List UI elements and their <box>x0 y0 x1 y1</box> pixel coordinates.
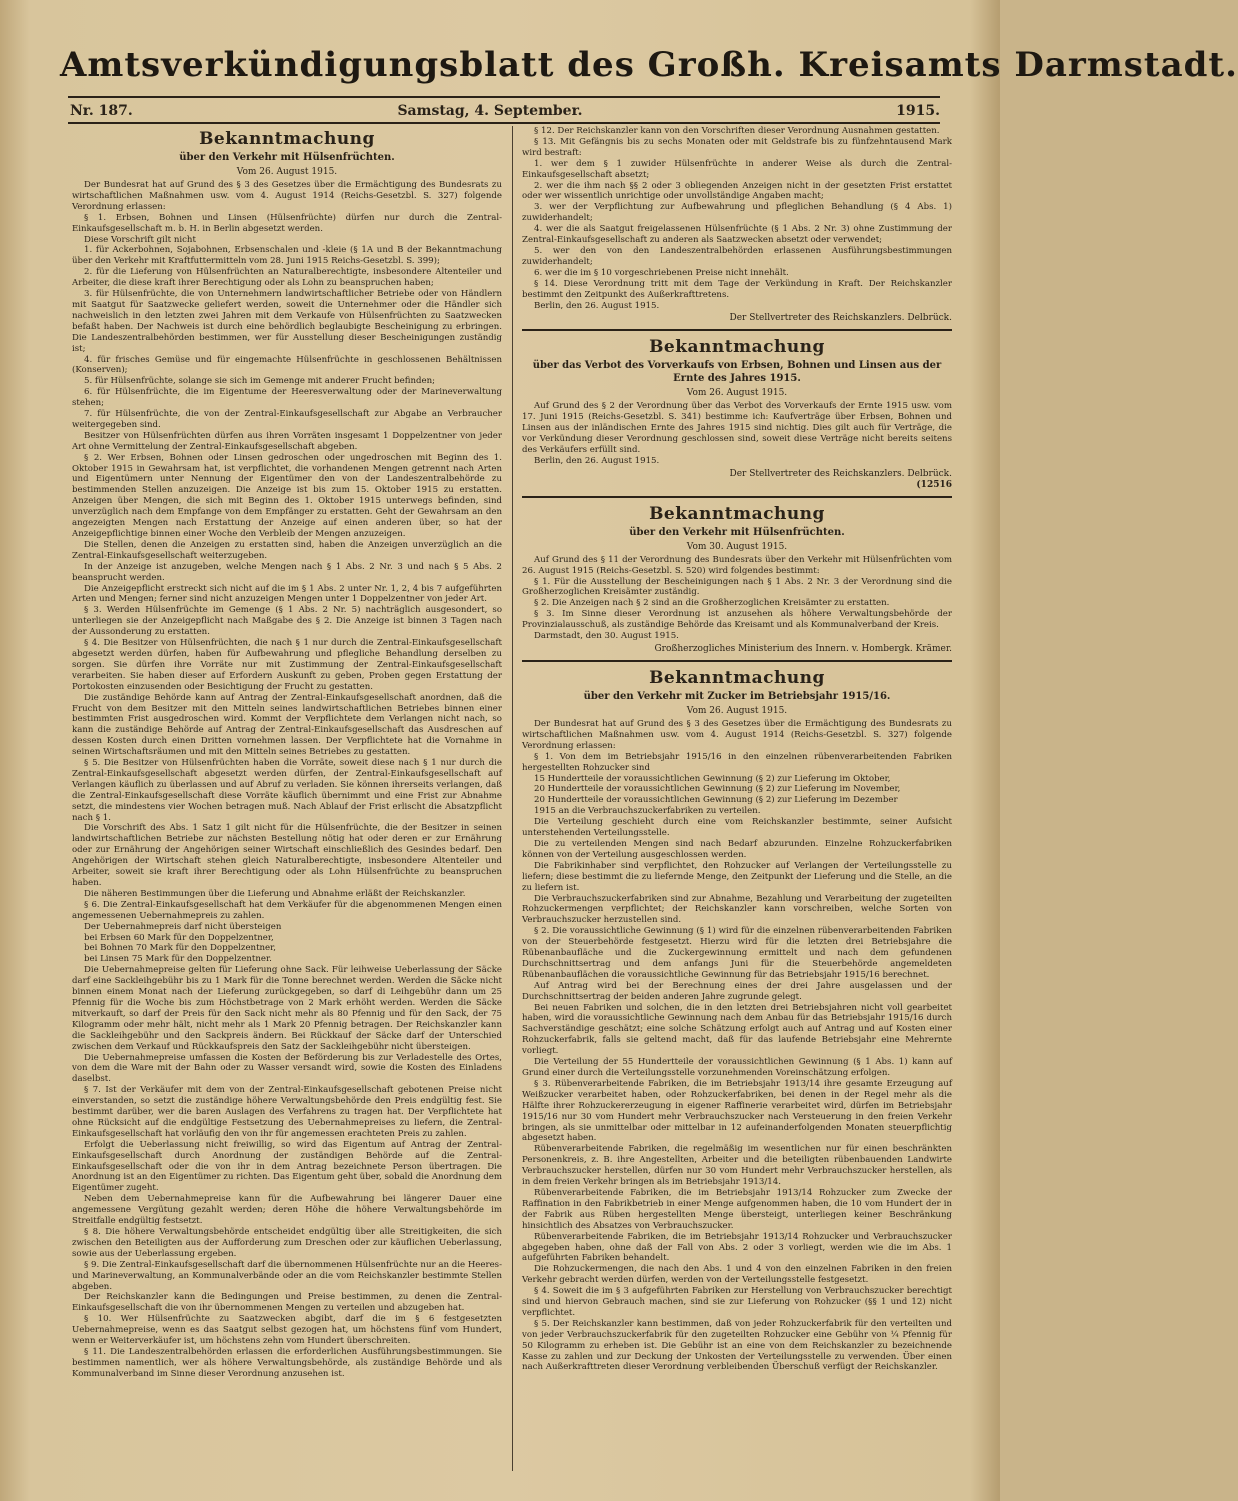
paragraph: § 14. Diese Verordnung tritt mit dem Tage der Verkündung in Kraft. Der Reichskanzler bestimmt den Zeitpunkt des Außerkrafttretens. <box>522 278 952 300</box>
paragraph: Die Rohzuckermengen, die nach den Abs. 1 und 4 von den einzelnen Fabriken in den freien Verkehr gebracht werden dürfen, werden von der Verteilungsstelle festgesetzt. <box>522 1264 952 1286</box>
paragraph: § 2. Die voraussichtliche Gewinnung (§ 1) wird für die einzelnen rübenverarbeitenden Fabriken von der Steuerbehörde festgesetzt. Hierzu wird für die letzten drei Betriebsjahre die Rübenanbaufläche und die Zuckergewinnung ermittelt und nach dem gefundenen Durchschnittsertrag und dem anfangs Juni für die Steuerbehörde angemeldeten Rübenanbauflächen die voraussichtliche Gewinnung für das Betriebsjahr 1915/16 berechnet. <box>522 926 952 980</box>
paragraph: § 12. Der Reichskanzler kann von den Vorschriften dieser Verordnung Ausnahmen gestatten. <box>534 126 940 136</box>
paragraph: Die zu verteilenden Mengen sind nach Bedarf abzurunden. Einzelne Rohzuckerfabriken können von der Verteilung ausgeschlossen werden. <box>522 838 952 860</box>
paragraph: 6. wer die im § 10 vorgeschriebenen Preise nicht innehält. <box>534 267 789 278</box>
masthead-rule-top <box>68 96 940 98</box>
paragraph: Der Bundesrat hat auf Grund des § 3 des Gesetzes über die Ermächtigung des Bundesrats zu wirtschaftlichen Maßnahmen usw. vom 4. August 1914 (Reichs-Gesetzbl. S. 327) folgende Verordnung erlassen: <box>72 180 502 212</box>
paragraph: 3. wer der Verpflichtung zur Aufbewahrung und pfleglichen Behandlung (§ 4 Abs. 1) zuwiderhandelt; <box>522 202 952 224</box>
paragraph: 3. für Hülsenfrüchte, die von Unternehmern landwirtschaftlicher Betriebe oder von Händlern mit Saatgut für Saatzwecke geliefert werden, soweit die Unternehmer oder die Händler sich nachweislich in den letzten zwei Jahren mit dem Verkaufe von Hülsenfrüchten zu Saatzwecken befaßt haben. Der Nachweis ist durch eine behördlich beglaubigte Bescheinigung zu erbringen. Die Landeszentralbehörden bestimmen, wer für Ausstellung dieser Bescheinigungen zuständig ist; <box>72 289 502 354</box>
paragraph: § 10. Wer Hülsenfrüchte zu Saatzwecken abgibt, darf die im § 6 festgesetzten Uebernahmepreise, wenn es das Saatgut selbst gezogen hat, um höchstens fünf vom Hundert, wenn er Weiterverkäufer ist, um höchstens zehn vom Hundert überschreiten. <box>72 1314 502 1347</box>
notice2-subtitle: über das Verbot des Vorverkaufs von Erbsen, Bohnen und Linsen aus der Ernte des Jahres 1915. <box>532 360 942 385</box>
paragraph: In der Anzeige ist anzugeben, welche Mengen nach § 1 Abs. 2 Nr. 3 und nach § 5 Abs. 2 beansprucht werden. <box>72 561 502 583</box>
notice2-heading: Bekanntmachung <box>649 337 825 358</box>
paragraph: Auf Antrag wird bei der Berechnung eines der drei Jahre ausgelassen und der Durchschnittsertrag der beiden anderen Jahre zugrunde gelegt. <box>522 980 952 1002</box>
notice4-body <box>522 719 952 1373</box>
paragraph: Die Uebernahmepreise gelten für Lieferung ohne Sack. Für leihweise Ueberlassung der Säcke darf eine Sackleihgebühr bis zu 1 Mark für die Tonne berechnet werden. Werden die Säcke nicht binnen einem Monat nach der Lieferung zurückgegeben, so darf di Leihgebühr dann um 25 Pfennig für die Woche bis zum Höchstbetrage von 2 Mark erhöht werden. Werden die Säcke mitverkauft, so darf der Preis für den Sack nicht mehr als 80 Pfennig und für den Sack, der 75 Kilogramm oder mehr hält, nicht mehr als 1 Mark 20 Pfennig betragen. Der Reichskanzler kann die Sackleihgebühr und den Sackpreis ändern. Bei Rückkauf der Säcke darf der Unterschied zwischen dem Verkauf und Rückkaufspreis den Satz der Sackleihgebühr nicht übersteigen. <box>72 965 502 1052</box>
notice4-date: Vom 26. August 1915. <box>686 706 788 716</box>
paragraph: Die Anzeigepflicht erstreckt sich nicht auf die im § 1 Abs. 2 unter Nr. 1, 2, 4 bis 7 aufgeführten Arten und Mengen; ferner sind nicht anzuzeigen Mengen unter 1 Doppelzentner von jeder Art. <box>72 583 502 605</box>
paragraph: bei Linsen 75 Mark für den Doppelzentner. <box>84 954 272 965</box>
paragraph: Die Verbrauchszuckerfabriken sind zur Abnahme, Bezahlung und Verarbeitung der zugeteilten Rohzuckermengen verpflichtet; der Reichskanzler kann vorschreiben, welche Sorten von Verbrauchszucker herzustellen sind. <box>522 893 952 926</box>
paragraph: § 8. Die höhere Verwaltungsbehörde entscheidet endgültig über alle Streitigkeiten, die sich zwischen den Beteiligten aus der Aufforderung zum Dreschen oder zur käuflichen Ueberlassung, sowie aus der Ueberlassung ergeben. <box>72 1227 502 1259</box>
notice-subtitle: über den Verkehr mit Hülsenfrüchten. <box>179 152 395 163</box>
notice4-subtitle: über den Verkehr mit Zucker im Betriebsjahr 1915/16. <box>583 691 891 702</box>
notice-date: Vom 26. August 1915. <box>236 167 338 177</box>
paragraph: 6. für Hülsenfrüchte, die im Eigentume der Heeresverwaltung oder der Marineverwaltung stehen; <box>72 387 502 409</box>
notice3-date: Vom 30. August 1915. <box>686 541 788 552</box>
paragraph: 5. für Hülsenfrüchte, solange sie sich im Gemenge mit anderer Frucht befinden; <box>84 376 436 387</box>
paragraph: Rübenverarbeitende Fabriken, die im Betriebsjahr 1913/14 Rohzucker und Verbrauchszucker abgegeben haben, ohne daß der Fall von Abs. 2 oder 3 vorliegt, werden wie die im Abs. 1 aufgeführten Fabriken behandelt. <box>522 1231 952 1264</box>
paragraph: Auf Grund des § 2 der Verordnung über das Verbot des Vorverkaufs der Ernte 1915 usw. vom 17. Juni 1915 (Reichs-Gesetzbl. S. 341) bestimme ich: Kaufverträge über Erbsen, Bohnen und Linsen aus der inländischen Ernte des Jahres 1915 sind nichtig. Dies gilt auch für Verträge, die vor Verkündung dieser Verordnung geschlossen sind, soweit diese Verträge nicht bereits seitens des Verkäufers erfüllt sind. <box>522 401 952 456</box>
notice3-body <box>522 555 952 642</box>
section-rule <box>522 660 952 662</box>
paragraph: 4. wer die als Saatgut freigelassenen Hülsenfrüchte (§ 1 Abs. 2 Nr. 3) ohne Zustimmung der Zentral-Einkaufsgesellschaft zu anderen als Saatzwecken absetzt oder verwendet; <box>522 224 952 246</box>
paragraph: 1. wer dem § 1 zuwider Hülsenfrüchte in anderer Weise als durch die Zentral-Einkaufsgesellschaft absetzt; <box>522 158 952 180</box>
notice-body <box>72 180 502 1380</box>
notice3-signature: Großherzogliches Ministerium des Innern. v. Hombergk. Krämer. <box>654 644 952 654</box>
paragraph: 20 Hundertteile der voraussichtlichen Gewinnung (§ 2) zur Lieferung im November, <box>534 784 901 795</box>
dateline <box>70 100 940 122</box>
paragraph: bei Erbsen 60 Mark für den Doppelzentner, <box>84 932 274 943</box>
paragraph: 7. für Hülsenfrüchte, die von der Zentral-Einkaufsgesellschaft zur Abgabe an Verbraucher weitergegeben sind. <box>72 409 502 430</box>
paragraph: Besitzer von Hülsenfrüchten dürfen aus ihren Vorräten insgesamt 1 Doppelzentner von jeder Art ohne Vermittelung der Zentral-Einkaufsgesellschaft abgeben. <box>72 430 502 452</box>
paragraph: Die Fabrikinhaber sind verpflichtet, den Rohzucker auf Verlangen der Verteilungsstelle zu liefern; diese bestimmt die zu liefernde Menge, den Zeitpunkt der Lieferung und die Stelle, an die zu liefern ist. <box>522 860 952 893</box>
section-rule <box>522 496 952 498</box>
paragraph: Die zuständige Behörde kann auf Antrag der Zentral-Einkaufsgesellschaft anordnen, daß die Frucht von dem Besitzer mit den Mitteln seines landwirtschaftlichen Betriebes binnen einer bestimmten Frist ausgedroschen wird. Kommt der Verpflichtete dem Verlangen nicht nach, so kann die zuständige Behörde auf Antrag der Zentral-Einkaufsgesellschaft das Ausdreschen auf dessen Kosten durch einen Dritten vornehmen lassen. Der Verpflichtete hat die Vornahme in seinen Wirtschaftsräumen und mit den Mitteln seines Betriebes zu gestatten. <box>72 692 502 758</box>
notice4-heading: Bekanntmachung <box>649 668 825 688</box>
paragraph: Rübenverarbeitende Fabriken, die im Betriebsjahr 1913/14 Rohzucker zum Zwecke der Raffination in den Fabrikbetrieb in einer Menge aufgenommen haben, die 10 vom Hundert der in der Fabrik aus Rüben hergestellten Menge übersteigt, unterliegen keiner Beschränkung hinsichtlich des Absatzes von Verbrauchszucker. <box>522 1187 952 1231</box>
paragraph: 1915 an die Verbrauchszuckerfabriken zu verteilen. <box>534 806 761 817</box>
paragraph: § 5. Der Reichskanzler kann bestimmen, daß von jeder Rohzuckerfabrik für den verteilten und von jeder Verbrauchszuckerfabrik für den zugeteilten Rohzucker eine Gebühr von ¼ Pfennig für 50 Kilogramm zu erheben ist. Die Gebühr ist an eine von dem Reichskanzler zu bezeichnende Kasse zu zahlen und zur Deckung der Unkosten der Verteilungsstelle zu verwenden. Über einen nach Außerkrafttreten dieser Verordnung verbleibenden Überschuß verfügt der Reichskanzler. <box>522 1318 952 1373</box>
paragraph: Der Bundesrat hat auf Grund des § 3 des Gesetzes über die Ermächtigung des Bundesrats zu wirtschaftlichen Maßnahmen usw. vom 4. August 1914 (Reichs-Gesetzbl. S. 327) folgende Verordnung erlassen: <box>522 719 952 751</box>
issue-date: Samstag, 4. September. <box>397 103 583 119</box>
paragraph: Die Vorschrift des Abs. 1 Satz 1 gilt nicht für die Hülsenfrüchte, die der Besitzer in seinen landwirtschaftlichen Betriebe zur nächsten Bestellung nötig hat oder deren er zur Ernährung oder zur Ernährung der Angehörigen seiner Wirtschaft einschließlich des Gesindes bedarf. Den Angehörigen der Wirtschaft stehen gleich Naturalberechtigte, insbesondere Altenteiler und Arbeiter, soweit sie kraft ihrer Berechtigung oder als Lohn Hülsenfrüchte zu beanspruchen haben. <box>72 823 502 888</box>
paragraph: Der Uebernahmepreis darf nicht übersteigen <box>84 921 282 932</box>
paragraph: § 11. Die Landeszentralbehörden erlassen die erforderlichen Ausführungsbestimmungen. Sie bestimmen namentlich, wer als höhere Verwaltungsbehörde, als zuständige Behörde und als Kommunalverband im Sinne dieser Verordnung anzusehen ist. <box>72 1346 502 1379</box>
masthead-rule-bottom <box>68 122 940 124</box>
column-divider <box>512 126 513 1471</box>
paragraph: § 4. Die Besitzer von Hülsenfrüchten, die nach § 1 nur durch die Zentral-Einkaufsgesellschaft abgesetzt werden dürfen, haben für Aufbewahrung und pflegliche Behandlung derselben zu sorgen. Sie dürfen ihre Vorräte nur mit Zustimmung der Zentral-Einkaufsgesellschaft verarbeiten. Sie haben dieser auf Erfordern Auskunft zu geben, Proben gegen Erstattung der Portokosten einzusenden oder Besichtigung der Frucht zu gestatten. <box>72 638 502 692</box>
paragraph: § 3. Im Sinne dieser Verordnung ist anzusehen als höhere Verwaltungsbehörde der Provinzialausschuß, als zuständige Behörde das Kreisamt und als Kommunalverband der Kreis. <box>522 609 952 631</box>
signature: Der Stellvertreter des Reichskanzlers. Delbrück. <box>729 313 952 324</box>
paragraph: Auf Grund des § 11 der Verordnung des Bundesrats über den Verkehr mit Hülsenfrüchten vom 26. August 1915 (Reichs-Gesetzbl. S. 520) wird folgendes bestimmt: <box>522 554 952 576</box>
paragraph: Der Reichskanzler kann die Bedingungen und Preise bestimmen, zu denen die Zentral-Einkaufsgesellschaft die von ihr übernommenen Mengen zu verteilen und abzugeben hat. <box>72 1292 502 1314</box>
paragraph: Berlin, den 26. August 1915. <box>534 300 660 311</box>
paragraph: 2. wer die ihm nach §§ 2 oder 3 obliegenden Anzeigen nicht in der gesetzten Frist erstattet oder wer wissentlich unrichtige oder unvollständige Angaben macht; <box>522 180 952 202</box>
paragraph: Die Verteilung geschieht durch eine vom Reichskanzler bestimmte, seiner Aufsicht unterstehenden Verteilungsstelle. <box>522 817 952 839</box>
notice-continuation <box>522 126 952 311</box>
paragraph: 15 Hundertteile der voraussichtlichen Gewinnung (§ 2) zur Lieferung im Oktober, <box>534 773 891 784</box>
paragraph: § 7. Ist der Verkäufer mit dem von der Zentral-Einkaufsgesellschaft gebotenen Preise nicht einverstanden, so setzt die zuständige höhere Verwaltungsbehörde den Preis endgültig fest. Sie bestimmt darüber, wer die baren Auslagen des Verfahrens zu tragen hat. Der Verpflichtete hat ohne Rücksicht auf die endgültige Festsetzung des Uebernahmepreises zu liefern, die Zentral-Einkaufsgesellschaft hat vorläufig den von ihr für angemessen erachteten Preis zu zahlen. <box>72 1085 502 1139</box>
paragraph: § 3. Rübenverarbeitende Fabriken, die im Betriebsjahr 1913/14 ihre gesamte Erzeugung auf Weißzucker verarbeitet haben, oder Rohzuckerfabriken, bei denen in der Regel mehr als die Hälfte ihrer Rohzuckererzeugung in eigener Raffinerie verarbeitet wird, dürfen im Betriebsjahr 1915/16 nur 30 vom Hundert mehr Verbrauchszucker nach Versteuerung in den freien Verkehr bringen, als sie unmittelbar oder mittelbar in 12 aufeinanderfolgenden Monaten steuerpflichtig abgesetzt haben. <box>522 1078 952 1144</box>
notice-heading: Bekanntmachung <box>199 129 375 149</box>
paragraph: Darmstadt, den 30. August 1915. <box>534 631 679 642</box>
notice2-signature: Der Stellvertreter des Reichskanzlers. Delbrück. <box>729 468 952 479</box>
paragraph: § 5. Die Besitzer von Hülsenfrüchten haben die Vorräte, soweit diese nach § 1 nur durch die Zentral-Einkaufsgesellschaft abgesetzt werden dürfen, der Zentral-Einkaufsgesellschaft auf Verlangen käuflich zu überlassen und auf Abruf zu verladen. Sie können ihrerseits verlangen, daß die Zentral-Einkaufsgesellschaft diese Vorräte käuflich übernimmt und eine Frist zur Abnahme setzt, die mindestens vier Wochen betragen muß. Nach Ablauf der Frist erlischt die Absatzpflicht nach § 1. <box>72 758 502 823</box>
paragraph: § 3. Werden Hülsenfrüchte im Gemenge (§ 1 Abs. 2 Nr. 5) nachträglich ausgesondert, so unterliegen sie der Anzeigepflicht nach Maßgabe des § 2. Die Anzeige ist binnen 3 Tagen nach der Aussonderung zu erstatten. <box>72 605 502 638</box>
paragraph: Bei neuen Fabriken und solchen, die in den letzten drei Betriebsjahren nicht voll gearbeitet haben, wird die voraussichtliche Gewinnung nach dem Anbau für das Betriebsjahr 1915/16 durch Sachverständige geschätzt; eine solche Schätzung erfolgt auch auf Antrag und auf Kosten einer Rohzuckerfabrik, falls sie geltend macht, daß für das laufende Betriebsjahr eine Mehrernte vorliegt. <box>522 1002 952 1057</box>
notice2-body <box>522 401 952 466</box>
paragraph: § 2. Die Anzeigen nach § 2 sind an die Großherzoglichen Kreisämter zu erstatten. <box>534 598 890 609</box>
notice3-subtitle: über den Verkehr mit Hülsenfrüchten. <box>629 526 845 538</box>
masthead-title: Amtsverkündigungsblatt des Großh. Kreisamts Darmstadt. <box>60 45 1238 85</box>
paragraph: Die Stellen, denen die Anzeigen zu erstatten sind, haben die Anzeigen unverzüglich an die Zentral-Einkaufsgesellschaft weiterzugeben. <box>72 539 502 561</box>
right-column <box>522 126 952 1476</box>
paragraph: 4. für frisches Gemüse und für eingemachte Hülsenfrüchte in geschlossenen Behältnissen (Konserven); <box>72 354 502 376</box>
paragraph: 5. wer den von den Landeszentralbehörden erlassenen Ausführungsbestimmungen zuwiderhandelt; <box>522 245 952 267</box>
paragraph: Die Verteilung der 55 Hundertteile der voraussichtlichen Gewinnung (§ 1 Abs. 1) kann auf Grund einer durch die Verteilungsstelle vorzunehmenden Voreinschätzung erfolgen. <box>522 1057 952 1078</box>
paragraph: Neben dem Uebernahmepreise kann für die Aufbewahrung bei längerer Dauer eine angemessene Vergütung gezahlt werden; deren Höhe die höhere Verwaltungsbehörde im Streitfalle endgültig festsetzt. <box>72 1194 502 1227</box>
reference-number: (12516 <box>916 479 952 490</box>
paragraph: Rübenverarbeitende Fabriken, die regelmäßig im wesentlichen nur für einen beschränkten Personenkreis, z. B. ihre Angestellten, Arbeiter und die beteiligten rübenbauenden Landwirte Verbrauchszucker herstellen, dürfen nur 30 vom Hundert mehr Verbrauchszucker herstellen, als in dem freien Verkehr bringen als im Betriebsjahr 1913/14. <box>522 1144 952 1188</box>
left-column <box>72 126 502 1476</box>
paragraph: § 2. Wer Erbsen, Bohnen oder Linsen gedroschen oder ungedroschen mit Beginn des 1. Oktober 1915 in Gewahrsam hat, ist verpflichtet, die vorhandenen Mengen getrennt nach Arten und Eigentümern unter Nennung der Eigentümer den von der Landeszentralbehörde zu bestimmenden Stellen anzuzeigen. Die Anzeige ist bis zum 15. Oktober 1915 zu erstatten. Anzeigen über Mengen, die sich mit Beginn des 1. Oktober 1915 unterwegs befinden, sind unverzüglich nach dem Empfange von dem Empfänger zu erstatten. Geht der Gewahrsam an den angezeigten Mengen nach Erstattung der Anzeige auf einen anderen über, so hat der Anzeigepflichtige binnen einer Woche den Verbleib der Mengen anzuzeigen. <box>72 452 502 539</box>
notice2-date: Vom 26. August 1915. <box>686 388 788 399</box>
paragraph: § 9. Die Zentral-Einkaufsgesellschaft darf die übernommenen Hülsenfrüchte nur an die Heeres- und Marineverwaltung, an Kommunalverbände oder an die vom Reichskanzler bestimmte Stellen abgeben. <box>72 1259 502 1292</box>
paragraph: 2. für die Lieferung von Hülsenfrüchten an Naturalberechtigte, insbesondere Altenteiler und Arbeiter, die diese kraft ihrer Berechtigung oder als Lohn zu beanspruchen haben; <box>72 267 502 289</box>
paragraph: Diese Vorschrift gilt nicht <box>84 234 196 245</box>
issue-year: 1915. <box>896 103 940 119</box>
paragraph: Die Uebernahmepreise umfassen die Kosten der Beförderung bis zur Verladestelle des Ortes, von dem die Ware mit der Bahn oder zu Wasser versandt wird, sowie die Kosten des Einladens daselbst. <box>72 1052 502 1085</box>
paragraph: § 4. Soweit die im § 3 aufgeführten Fabriken zur Herstellung von Verbrauchszucker berechtigt sind und hiervon Gebrauch machen, sind sie zur Lieferung von Rohzucker (§§ 1 und 12) nicht verpflichtet. <box>522 1286 952 1318</box>
paragraph: Die näheren Bestimmungen über die Lieferung und Abnahme erläßt der Reichskanzler. <box>84 888 466 899</box>
paragraph: bei Bohnen 70 Mark für den Doppelzentner, <box>84 943 277 954</box>
notice3-heading: Bekanntmachung <box>649 503 825 524</box>
paragraph: 1. für Ackerbohnen, Sojabohnen, Erbsenschalen und -kleie (§ 1A und B der Bekanntmachung über den Verkehr mit Kraftfuttermitteln vom 28. Juni 1915 Reichs-Gesetzbl. S. 399); <box>72 245 502 267</box>
paragraph: Berlin, den 26. August 1915. <box>534 455 660 466</box>
paragraph: § 13. Mit Gefängnis bis zu sechs Monaten oder mit Geldstrafe bis zu fünfzehntausend Mark wird bestraft: <box>522 136 952 158</box>
paragraph: § 1. Für die Ausstellung der Bescheinigungen nach § 1 Abs. 2 Nr. 3 der Verordnung sind die Großherzoglichen Kreisämter zuständig. <box>522 576 952 598</box>
paragraph: 20 Hundertteile der voraussichtlichen Gewinnung (§ 2) zur Lieferung im Dezember <box>534 795 898 806</box>
paragraph: Erfolgt die Ueberlassung nicht freiwillig, so wird das Eigentum auf Antrag der Zentral-Einkaufsgesellschaft durch Anordnung der zuständigen Behörde auf die Zentral-Einkaufsgesellschaft oder die von ihr in dem Antrag bezeichnete Person übertragen. Die Anordnung ist an den Eigentümer zu richten. Das Eigentum geht über, sobald die Anordnung dem Eigentümer zugeht. <box>72 1139 502 1194</box>
paragraph: § 6. Die Zentral-Einkaufsgesellschaft hat dem Verkäufer für die abgenommenen Mengen einen angemessenen Uebernahmepreis zu zahlen. <box>72 899 502 921</box>
paragraph: § 1. Von dem im Betriebsjahr 1915/16 in den einzelnen rübenverarbeitenden Fabriken hergestellten Rohzucker sind <box>522 751 952 773</box>
issue-number: Nr. 187. <box>70 103 133 119</box>
paragraph: § 1. Erbsen, Bohnen und Linsen (Hülsenfrüchte) dürfen nur durch die Zentral-Einkaufsgesellschaft m. b. H. in Berlin abgesetzt werden. <box>72 212 502 234</box>
section-rule <box>522 329 952 331</box>
